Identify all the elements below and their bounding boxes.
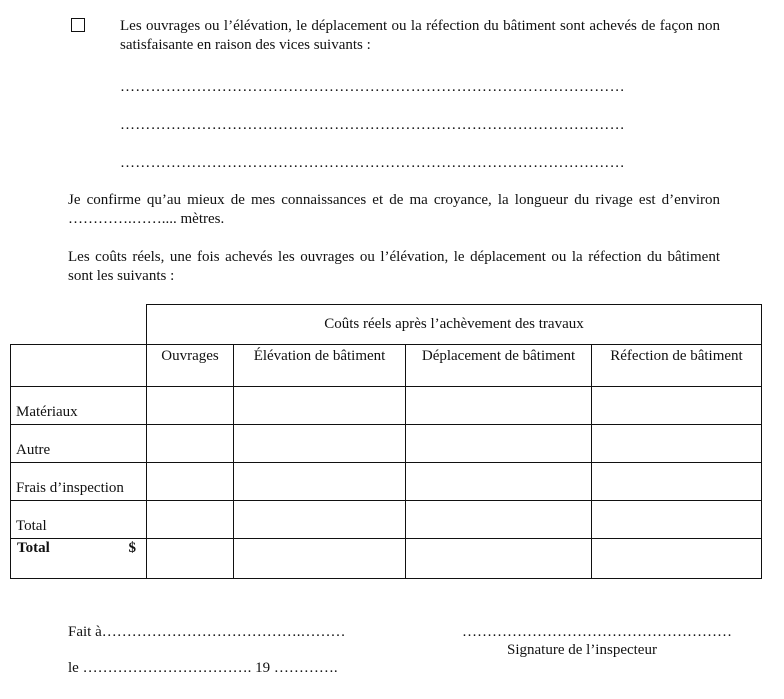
vices-dotted-line-2[interactable]: ……………………………………………………………………………………… (120, 117, 625, 133)
cell-autre-elevation[interactable] (234, 425, 406, 463)
table-header-blank (11, 345, 147, 387)
vices-dotted-line-3[interactable]: ……………………………………………………………………………………… (120, 155, 625, 171)
cell-autre-ouvrages[interactable] (147, 425, 234, 463)
cell-frais-refection[interactable] (592, 463, 762, 501)
cell-total-refection[interactable] (592, 501, 762, 539)
cell-frais-ouvrages[interactable] (147, 463, 234, 501)
cell-total-ouvrages[interactable] (147, 501, 234, 539)
cell-total-elevation[interactable] (234, 501, 406, 539)
cell-frais-deplacement[interactable] (406, 463, 592, 501)
table-corner-blank (11, 305, 147, 345)
cell-autre-refection[interactable] (592, 425, 762, 463)
row-label-frais-inspection: Frais d’inspection (11, 463, 147, 501)
costs-table (10, 304, 762, 579)
signature-label: Signature de l’inspecteur (507, 642, 657, 658)
cell-grand-total-refection[interactable] (592, 539, 762, 579)
rivage-text: Je confirme qu’au mieux de mes connaissances et de ma croyance, la longueur du rivage est d’environ ………….…….... mètres. (68, 192, 720, 227)
column-header-ouvrages: Ouvrages (147, 345, 234, 387)
vices-text: Les ouvrages ou l’élévation, le déplacement ou la réfection du bâtiment sont achevés de façon non satisfaisante en raison des vices suivants : (120, 18, 720, 53)
column-header-deplacement: Déplacement de bâtiment (406, 345, 592, 387)
table-group-header: Coûts réels après l’achèvement des travaux (147, 305, 762, 345)
row-label-materiaux: Matériaux (11, 387, 147, 425)
couts-intro-text: Les coûts réels, une fois achevés les ouvrages ou l’élévation, le déplacement ou la réfection du bâtiment sont les suivants : (68, 249, 720, 284)
vices-dotted-line-1[interactable]: ……………………………………………………………………………………… (120, 79, 625, 95)
cell-materiaux-refection[interactable] (592, 387, 762, 425)
signature-line[interactable]: ……………………………………………… (462, 624, 732, 640)
grand-total-label: Total (17, 540, 50, 556)
table-row (11, 539, 762, 579)
cell-autre-deplacement[interactable] (406, 425, 592, 463)
column-header-elevation: Élévation de bâtiment (234, 345, 406, 387)
table-row (11, 387, 762, 425)
cell-grand-total-ouvrages[interactable] (147, 539, 234, 579)
cell-materiaux-elevation[interactable] (234, 387, 406, 425)
cell-total-deplacement[interactable] (406, 501, 592, 539)
row-label-total: Total (11, 501, 147, 539)
row-label-grand-total (11, 539, 147, 579)
fait-a-field[interactable]: Fait à………………………………….……… (68, 624, 346, 640)
cell-grand-total-elevation[interactable] (234, 539, 406, 579)
cell-frais-elevation[interactable] (234, 463, 406, 501)
table-row (11, 425, 762, 463)
row-label-autre: Autre (11, 425, 147, 463)
cell-grand-total-deplacement[interactable] (406, 539, 592, 579)
vices-checkbox[interactable] (71, 18, 85, 32)
table-row (11, 501, 762, 539)
date-field[interactable]: le ……………………………. 19 …………. (68, 660, 338, 676)
cell-materiaux-deplacement[interactable] (406, 387, 592, 425)
cell-materiaux-ouvrages[interactable] (147, 387, 234, 425)
table-row (11, 463, 762, 501)
column-header-refection: Réfection de bâtiment (592, 345, 762, 387)
grand-total-currency: $ (128, 540, 136, 556)
